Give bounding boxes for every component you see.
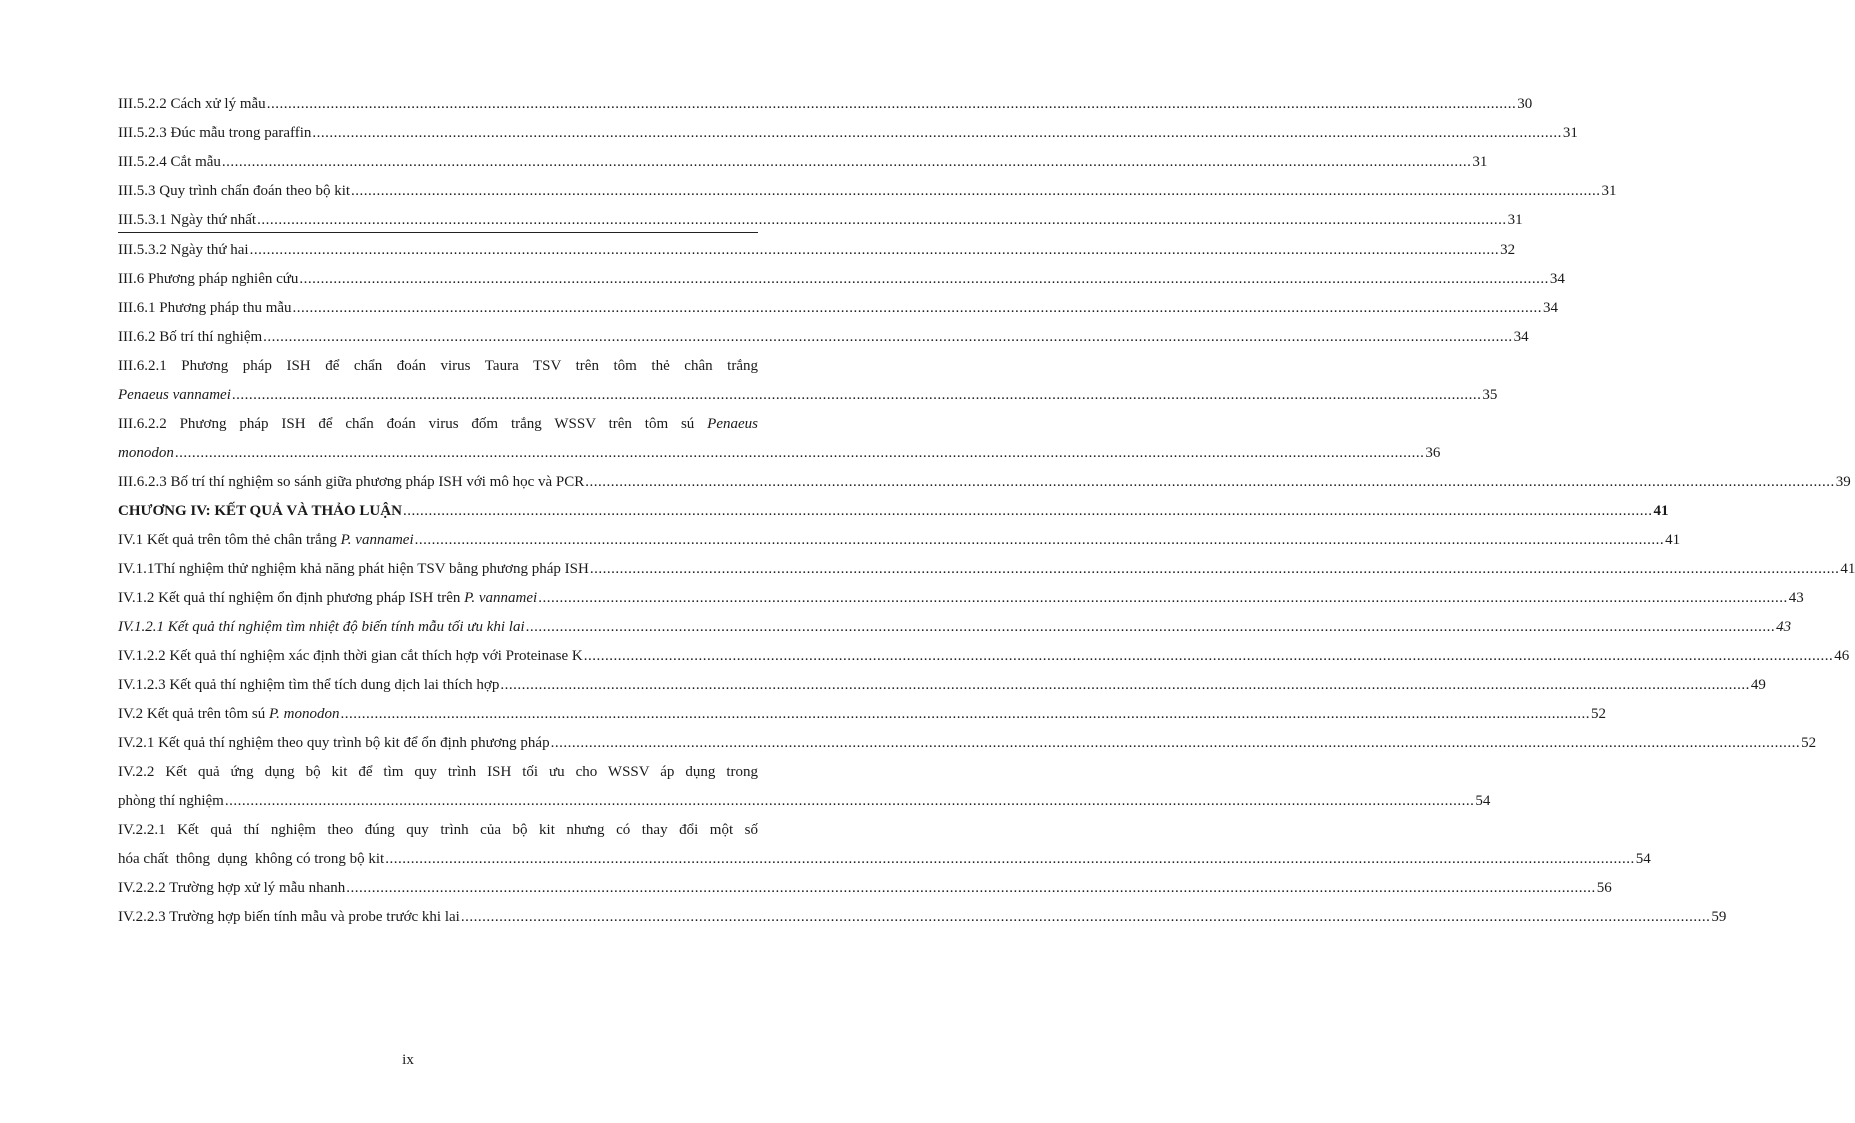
toc-entry-page: 54	[1475, 793, 1491, 809]
toc-entry[interactable]	[118, 528, 1681, 552]
toc-entry[interactable]	[118, 557, 1855, 581]
toc-entry-page: 31	[1562, 125, 1578, 141]
toc-entry-page: 34	[1543, 300, 1559, 316]
toc-entry-multiline[interactable]	[118, 354, 1498, 407]
toc-entry-page: 31	[1507, 212, 1523, 228]
toc-entry-title: III.6 Phương pháp nghiên cứu	[118, 271, 299, 287]
toc-entry[interactable]	[118, 470, 1851, 494]
toc-entry-title: IV.2.2.1 Kết quả thí nghiệm theo đúng quy trình của bộ kit nhưng có thay đổi một số	[118, 822, 758, 838]
dot-leader	[299, 267, 1549, 291]
toc-entry-page: 39	[1835, 474, 1851, 490]
dot-leader	[267, 92, 1517, 116]
dot-leader	[585, 470, 1835, 494]
toc-entry-title: IV.2.2.3 Trường hợp biến tính mẫu và probe trước khi lai	[118, 909, 460, 925]
toc-entry-page: 32	[1500, 242, 1516, 258]
toc-entry[interactable]	[118, 92, 1533, 116]
toc-entry-multiline[interactable]	[118, 818, 1651, 871]
toc-entry-line-1	[118, 412, 758, 436]
toc-entry-page: 59	[1711, 909, 1727, 925]
toc-entry-page: 52	[1591, 706, 1607, 722]
dot-leader	[351, 179, 1601, 203]
toc-entry-page: 31	[1472, 154, 1488, 170]
toc-entry-page: 41	[1840, 561, 1855, 577]
dot-leader	[225, 789, 1475, 813]
dot-leader	[551, 731, 1801, 755]
dot-leader	[232, 383, 1482, 407]
toc-entry[interactable]	[118, 905, 1727, 929]
toc-entry-title: III.5.2.3 Đúc mẫu trong paraffin	[118, 125, 312, 141]
toc-entry-page: 41	[1665, 532, 1681, 548]
toc-entry[interactable]	[118, 150, 1488, 174]
dot-leader	[257, 208, 1507, 232]
dot-leader	[500, 673, 1750, 697]
toc-entry-title: III.5.3.1 Ngày thứ nhất	[118, 212, 257, 228]
toc-entry-page: 34	[1513, 329, 1529, 345]
toc-entry-title: IV.2.2.2 Trường hợp xử lý mẫu nhanh	[118, 880, 346, 896]
toc-entry-line-2	[118, 789, 1491, 813]
species-name: Penaeus	[707, 416, 758, 432]
toc-entry-page: 30	[1517, 96, 1533, 112]
toc-entry-title: III.6.2.1 Phương pháp ISH để chẩn đoán virus Taura TSV trên tôm thẻ chân trắng	[118, 358, 758, 374]
toc-entry[interactable]	[118, 325, 1529, 349]
species-name: P. vannamei	[464, 590, 538, 606]
toc-entry-line-2	[118, 441, 1441, 465]
toc-entry-title: IV.2.1 Kết quả thí nghiệm theo quy trình bộ kit để ổn định phương pháp	[118, 735, 550, 751]
dot-leader	[584, 644, 1834, 668]
toc-entry-line-1	[118, 760, 758, 784]
dot-leader	[461, 905, 1711, 929]
toc-entry[interactable]	[118, 673, 1766, 697]
toc-entry[interactable]	[118, 644, 1850, 668]
toc-entry-title-cont: hóa chất thông dụng không có trong bộ kit	[118, 851, 385, 867]
dot-leader	[385, 847, 1635, 871]
toc-entry-page: 54	[1635, 851, 1651, 867]
toc-entry-page: 36	[1425, 445, 1441, 461]
dot-leader	[222, 150, 1472, 174]
toc-entry-page: 43	[1776, 619, 1792, 635]
chapter-title: CHƯƠNG IV: KẾT QUẢ VÀ THẢO LUẬN	[118, 503, 402, 519]
toc-entry-page: 43	[1788, 590, 1804, 606]
toc-entry-line-2	[118, 383, 1498, 407]
toc-entry-title: III.6.1 Phương pháp thu mẫu	[118, 300, 292, 316]
dot-leader	[312, 121, 1562, 145]
toc-entry-title: IV.1.2.3 Kết quả thí nghiệm tìm thể tích dung dịch lai thích hợp	[118, 677, 500, 693]
toc-entry-title: IV.1.1Thí nghiệm thử nghiệm khả năng phát hiện TSV bằng phương pháp ISH	[118, 561, 589, 577]
dot-leader	[526, 615, 1776, 639]
toc-entry-title: III.6.2 Bố trí thí nghiệm	[118, 329, 263, 345]
toc-entry-line-1	[118, 818, 758, 842]
toc-entry-title: III.6.2.3 Bố trí thí nghiệm so sánh giữa phương pháp ISH với mô học và PCR	[118, 474, 585, 490]
page-number: ix	[402, 1052, 414, 1068]
species-name: monodon	[118, 445, 174, 461]
dot-leader	[175, 441, 1425, 465]
toc-entry-page: 34	[1549, 271, 1565, 287]
dot-leader	[415, 528, 1665, 552]
toc-entry[interactable]	[118, 267, 1565, 291]
toc-entry-page: 46	[1834, 648, 1850, 664]
toc-entry-title: III.6.2.2 Phương pháp ISH để chẩn đoán virus đốm trắng WSSV trên tôm sú	[118, 416, 708, 432]
dot-leader	[263, 325, 1513, 349]
toc-entry[interactable]	[118, 586, 1804, 610]
toc-entry[interactable]	[118, 238, 1516, 262]
toc-entry-multiline[interactable]	[118, 760, 1491, 813]
species-name: Penaeus vannamei	[118, 387, 231, 403]
toc-entry[interactable]	[118, 179, 1617, 203]
dot-leader	[250, 238, 1500, 262]
toc-entry-title: IV.1.2.2 Kết quả thí nghiệm xác định thời gian cắt thích hợp với Proteinase K	[118, 648, 583, 664]
species-name: P. monodon	[268, 706, 340, 722]
toc-entry-page: 49	[1750, 677, 1766, 693]
toc-entry-title: IV.1 Kết quả trên tôm thẻ chân trắng	[118, 532, 341, 548]
toc-entry-title: III.5.2.4 Cắt mẫu	[118, 154, 221, 170]
toc-entry-title: IV.1.2 Kết quả thí nghiệm ổn định phương pháp ISH trên	[118, 590, 465, 606]
toc-entry-line-1	[118, 354, 758, 378]
toc-entry-multiline[interactable]	[118, 412, 1441, 465]
toc-entry[interactable]	[118, 876, 1612, 900]
toc-entry-page: 41	[1653, 503, 1669, 519]
toc-entry-title: III.5.3 Quy trình chẩn đoán theo bộ kit	[118, 183, 351, 199]
dot-leader	[341, 702, 1591, 726]
toc-entry-line-2	[118, 847, 1651, 871]
dot-leader	[403, 499, 1653, 523]
toc-entry-italic[interactable]	[118, 615, 1792, 639]
toc-entry-underlined[interactable]	[118, 208, 1523, 233]
toc-entry[interactable]	[118, 121, 1578, 145]
dot-leader	[538, 586, 1788, 610]
toc-entry-title: IV.2 Kết quả trên tôm sú	[118, 706, 269, 722]
toc-entry-page: 52	[1801, 735, 1817, 751]
dot-leader	[590, 557, 1840, 581]
toc-entry[interactable]	[118, 702, 1607, 726]
toc-entry-title: IV.2.2 Kết quả ứng dụng bộ kit để tìm quy trình ISH tối ưu cho WSSV áp dụng trong	[118, 764, 758, 780]
dot-leader	[346, 876, 1596, 900]
toc-entry[interactable]	[118, 731, 1817, 755]
dot-leader	[293, 296, 1543, 320]
toc-entry-page: 56	[1596, 880, 1612, 896]
table-of-contents	[118, 92, 1855, 934]
toc-entry-page: 31	[1601, 183, 1617, 199]
toc-entry-page: 35	[1482, 387, 1498, 403]
toc-chapter-heading[interactable]	[118, 499, 1669, 523]
toc-entry-title: IV.1.2.1 Kết quả thí nghiệm tìm nhiệt độ biến tính mẫu tối ưu khi lai	[118, 619, 525, 635]
toc-entry[interactable]	[118, 296, 1559, 320]
toc-entry-title-cont: phòng thí nghiệm	[118, 793, 224, 809]
toc-entry-title: III.5.3.2 Ngày thứ hai	[118, 242, 249, 258]
species-name: P. vannamei	[340, 532, 414, 548]
toc-entry-title: III.5.2.2 Cách xử lý mẫu	[118, 96, 266, 112]
